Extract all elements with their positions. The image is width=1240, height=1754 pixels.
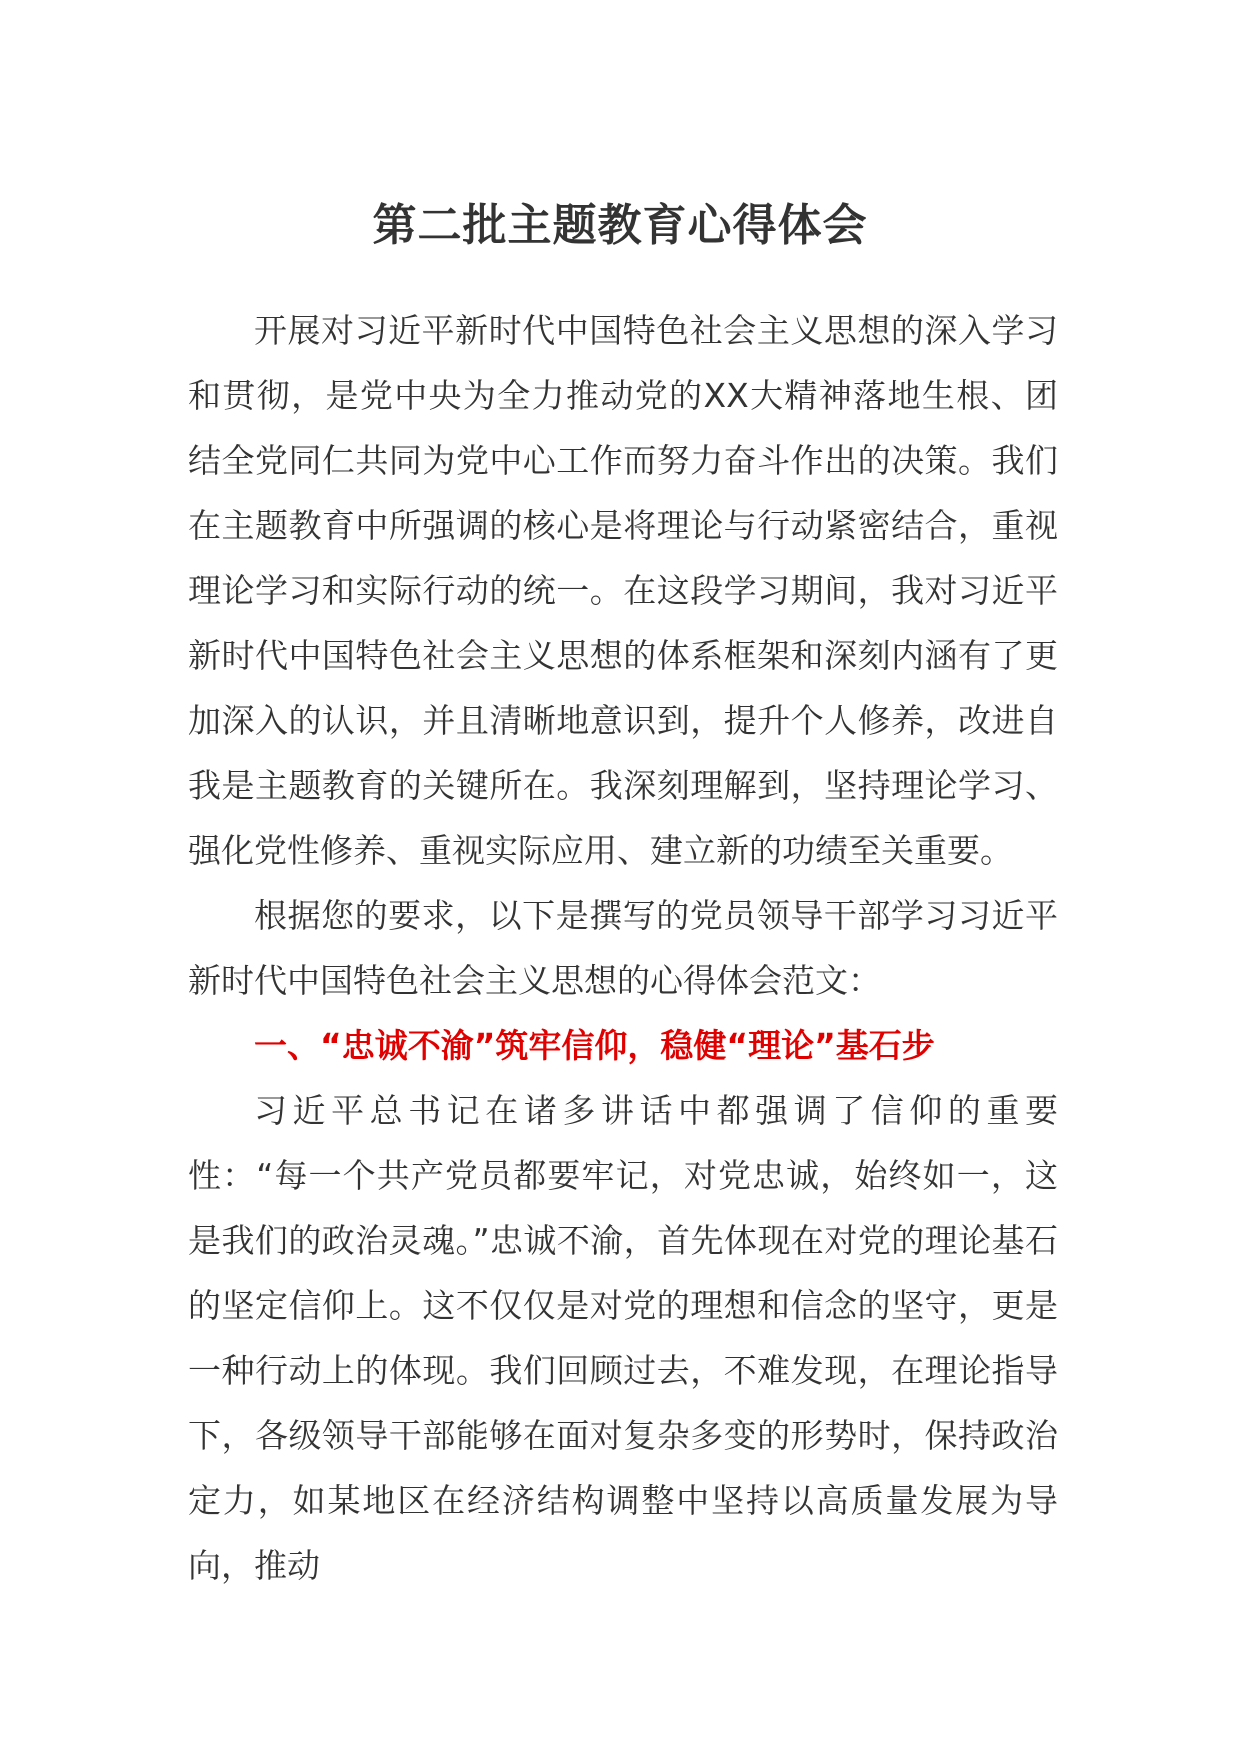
paragraph-request: 根据您的要求，以下是撰写的党员领导干部学习习近平新时代中国特色社会主义思想的心得体会范文： [188,896,1058,1000]
paragraph-section-1: 习近平总书记在诸多讲话中都强调了信仰的重要性：“每一个共产党员都要牢记，对党忠诚，始终如一，这是我们的政治灵魂。”忠诚不渝，首先体现在对党的理论基石的坚定信仰上。这不仅仅是对党的理想和信念的坚守，更是一种行动上的体现。我们回顾过去，不难发现，在理论指导下，各级领导干部能够在面对复杂多变的形势时，保持政治定力，如某地区在经济结构调整中坚持以高质量发展为导向，推动 [188,1091,1058,1585]
paragraph-intro: 开展对习近平新时代中国特色社会主义思想的深入学习和贯彻，是党中央为全力推动党的XX大精神落地生根、团结全党同仁共同为党中心工作而努力奋斗作出的决策。我们在主题教育中所强调的核心是将理论与行动紧密结合，重视理论学习和实际行动的统一。在这段学习期间，我对习近平新时代中国特色社会主义思想的体系框架和深刻内涵有了更加深入的认识，并且清晰地意识到，提升个人修养，改进自我是主题教育的关键所在。我深刻理解到，坚持理论学习、强化党性修养、重视实际应用、建立新的功绩至关重要。 [188,311,1058,870]
section-heading: 一、“忠诚不渝”筑牢信仰，稳健“理论”基石步 [254,1026,935,1065]
document-body [188,298,1058,1598]
document-title: 第二批主题教育心得体会 [372,200,868,251]
